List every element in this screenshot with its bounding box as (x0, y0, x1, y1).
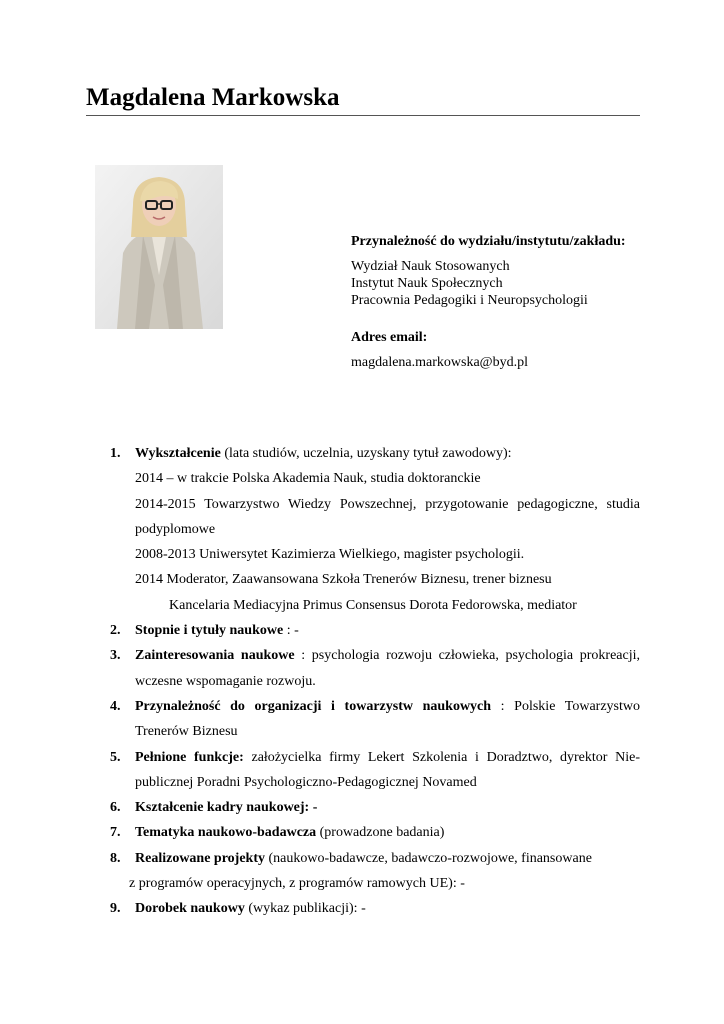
list-item: 7. Tematyka naukowo-badawcza (prowadzone badania) (110, 825, 445, 841)
cv-list (110, 441, 640, 922)
list-item: 5. Pełnione funkcje: założycielka firmy Lekert Szkolenia i Doradztwo, dyrektor Nie-publicznej Poradni Psychologiczno-Pedagogicznej Novamed (110, 749, 640, 790)
affiliation-line: Pracownia Pedagogiki i Neuropsychologii (351, 293, 588, 308)
list-item: 6. Kształcenie kadry naukowej: - (110, 800, 318, 816)
affiliation-heading: Przynależność do wydziału/instytutu/zakładu: (351, 234, 626, 249)
affiliation-line: Wydział Nauk Stosowanych (351, 259, 510, 274)
education-entry: 2014 Moderator, Zaawansowana Szkoła Trenerów Biznesu, trener biznesu (135, 572, 552, 588)
education-entry: 2008-2013 Uniwersytet Kazimierza Wielkiego, magister psychologii. (135, 547, 525, 563)
email-address: magdalena.markowska@byd.pl (351, 355, 528, 370)
affiliation-block (351, 233, 626, 371)
person-name: Magdalena Markowska (86, 84, 340, 111)
list-item: 1. Wykształcenie (lata studiów, uczelnia, uzyskany tytuł zawodowy): 2014 – w trakcie Polska Akademia Nauk, studia doktoranckie 2014-2015 Towarzystwo Wiedzy Powszechnej, przygotowanie pedagogiczne, studia podyplomowe 2008-2013 Uniwersytet Kazimierza Wielkiego, magister psychologii. 2014 Moderator, Zaawansowana Szkoła Trenerów Biznesu, trener biznesu Kancelaria Mediacyjna Primus Consensus Dorota Fedorowska, mediator (110, 441, 640, 618)
list-item: 9. Dorobek naukowy (wykaz publikacji): - (110, 901, 366, 917)
title-underline (86, 115, 640, 116)
email-heading: Adres email: (351, 330, 428, 345)
education-entry: Kancelaria Mediacyjna Primus Consensus Dorota Fedorowska, mediator (169, 597, 577, 613)
education-entry: 2014 – w trakcie Polska Akademia Nauk, studia doktoranckie (135, 471, 481, 487)
education-entry: 2014-2015 Towarzystwo Wiedzy Powszechnej, przygotowanie pedagogiczne, studia podyplomowe (135, 496, 640, 537)
list-item: 8. Realizowane projekty (naukowo-badawcze, badawczo-rozwojowe, finansowane z programów operacyjnych, z programów ramowych UE): - (110, 850, 592, 892)
portrait-photo (95, 165, 223, 329)
list-item: 4. Przynależność do organizacji i towarzystw naukowych : Polskie Towarzystwo Trenerów Biznesu (110, 698, 641, 740)
list-item: 2. Stopnie i tytuły naukowe : - (110, 623, 299, 639)
list-item: 3. Zainteresowania naukowe : psychologia rozwoju człowieka, psychologia prokreacji, wczesne wspomaganie rozwoju. (110, 648, 640, 689)
affiliation-line: Instytut Nauk Społecznych (351, 276, 503, 291)
